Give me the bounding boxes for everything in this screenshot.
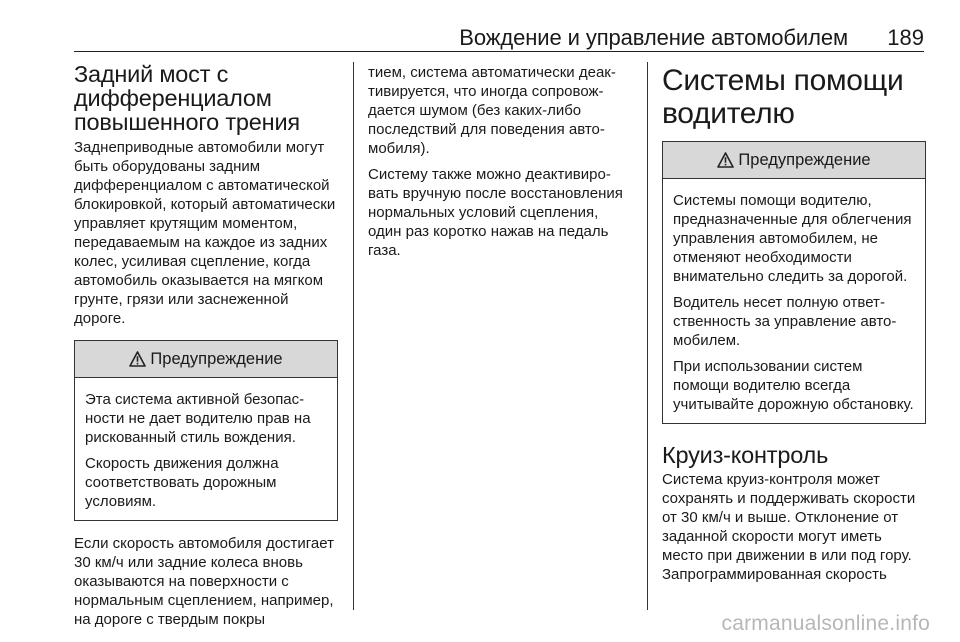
warning-text: Системы помощи водителю, предназначенные для облегчения управления автомобилем, не отменяют необходимости внимательно следить за дорогой.: [673, 192, 912, 285]
warning-body: [75, 378, 337, 520]
column-2: [368, 63, 632, 260]
paragraph: тием, система автоматически деактивируется, что иногда сопровождается шумом (без каких-либо последствий для поведения автомобиля).: [368, 64, 616, 157]
page-number: 189: [887, 25, 924, 50]
paragraph: Если скорость автомобиля достигает 30 км/ч или задние колеса вновь оказываются на поверхности с нормальным сцеплением, например, на дороге с твердым покры: [74, 535, 334, 628]
section-title: Вождение и управление автомобилем: [459, 25, 848, 50]
warning-header: [75, 341, 337, 378]
warning-triangle-icon: [129, 351, 146, 367]
warning-triangle-icon: [717, 152, 734, 168]
warning-box: [74, 340, 338, 521]
section-heading-rear-axle: Задний мост с дифференциалом повышенного трения: [74, 61, 300, 135]
paragraph: Система круиз-контроля может сохранять и поддерживать скорости от 30 км/ч и выше. Отклонение от заданной скорости могут иметь место при движении в или под гору. Запрограммированная скорость: [662, 471, 916, 583]
warning-text: Эта система активной безопасности не дает водителю прав на рискованный стиль вождения.: [85, 391, 311, 446]
watermark: carmanualsonline.info: [721, 612, 930, 635]
paragraph: Заднеприводные автомобили могут быть оборудованы задним дифференциалом с автоматической блокировкой, который автоматически управляет крутящим моментом, передаваемым на каждое из задних колес, усиливая сцепление, когда автомобиль оказывается на мягком грунте, грязи или заснеженной дороге.: [74, 139, 336, 327]
warning-text: Скорость движения должна соответствовать дорожным условиям.: [85, 455, 279, 510]
paragraph: Систему также можно деактивировать вручную после восстановления нормальных условий сцепления, один раз коротко нажав на педаль газа.: [368, 166, 623, 259]
warning-box: [662, 141, 926, 424]
warning-title: Предупреждение: [150, 349, 283, 368]
column-3: [662, 64, 926, 584]
warning-header: [663, 142, 925, 179]
page-header: [74, 0, 924, 52]
warning-text: Водитель несет полную ответственность за управление автомобилем.: [673, 294, 897, 349]
section-heading-driver-assist: Системы помощи водителю: [662, 64, 904, 130]
column-divider-1: [353, 62, 354, 610]
subsection-heading-cruise-control: Круиз-контроль: [662, 442, 829, 468]
column-divider-2: [647, 62, 648, 610]
warning-text: При использовании систем помощи водителю всегда учитывайте дорожную обстановку.: [673, 358, 914, 413]
warning-title: Предупреждение: [738, 150, 871, 169]
warning-body: [663, 179, 925, 423]
column-1: [74, 62, 338, 629]
